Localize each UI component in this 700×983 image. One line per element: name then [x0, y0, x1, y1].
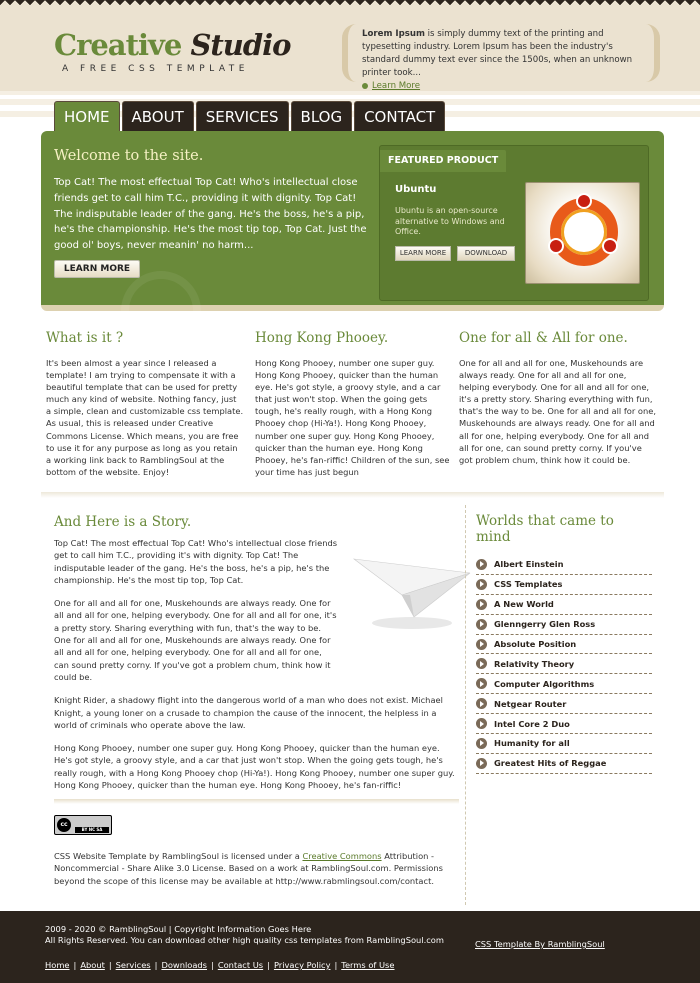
- paper-plane-image: [352, 545, 472, 635]
- section-divider: [41, 492, 664, 498]
- header-intro: Lorem Ipsum is simply dummy text of the printing and typesetting industry. Lorem Ipsum has been the industry's standard dummy text ever since the 1500s, when an unknown printer took... Learn More: [342, 24, 660, 82]
- arrow-bullet-icon: [476, 738, 487, 749]
- footer-link-services[interactable]: Services: [115, 960, 151, 970]
- footer-credit-link[interactable]: CSS Template By RamblingSoul: [475, 939, 605, 949]
- footer-link-privacy[interactable]: Privacy Policy: [273, 960, 331, 970]
- footer-link-downloads[interactable]: Downloads: [161, 960, 208, 970]
- ubuntu-logo-image: [525, 182, 640, 284]
- nav-home[interactable]: HOME: [54, 101, 120, 132]
- sidebar-item[interactable]: Glenngerry Glen Ross: [476, 615, 652, 635]
- arrow-bullet-icon: [476, 639, 487, 650]
- intro-learn-more-link[interactable]: Learn More: [362, 80, 642, 93]
- arrow-bullet-icon: [476, 658, 487, 669]
- sidebar-item[interactable]: Humanity for all: [476, 734, 652, 754]
- column-text: Hong Kong Phooey, number one super guy. Hong Kong Phooey, quicker than the human eye. He's got style, a groovy style, and a car that just won't stop. When the going gets tough, he's really rough, with a Hong Kong Phooey chop (Hi-Ya!). Hong Kong Phooey, number one super guy. Hong Kong Phooey, quicker than the human eye. Hong Kong Phooey, he's fan-riffic! Children of the sun, see your time has just begun: [255, 358, 450, 477]
- creative-commons-link[interactable]: Creative Commons: [302, 851, 382, 861]
- creative-commons-badge[interactable]: cc BY NC SA: [54, 815, 112, 835]
- column-title: What is it ?: [46, 330, 124, 346]
- arrow-bullet-icon: [476, 758, 487, 769]
- column-one-for-all: [459, 330, 657, 466]
- footer-link-home[interactable]: Home: [45, 960, 70, 970]
- column-text: One for all and all for one, Muskehounds are always ready. One for all and all for one, helping everybody. One for all and all for one, it's a pretty story. Sharing everything with fun, that's the way to be. One for all and all for one, Muskehounds are always ready. One for all and all for one, helping everybody. One for all and all for one, can sound pretty corny. If you've got problem chum, think how it could be.: [459, 358, 656, 465]
- story-paragraph: Top Cat! The most effectual Top Cat! Who's intellectual close friends get to call him T.C., providing it's with dignity. Top Cat! The indisputable leader of the gang. He's the boss, he's a pip, he's the championship. He's the most tip top, Top Cat.: [54, 538, 338, 585]
- site-logo[interactable]: Creative Studio: [54, 28, 291, 62]
- footer-links: Home | About | Services | Downloads | Contact Us | Privacy Policy | Terms of Use: [45, 960, 395, 970]
- featured-product: [379, 145, 649, 301]
- site-tagline: A FREE CSS TEMPLATE: [62, 64, 249, 74]
- arrow-bullet-icon: [476, 619, 487, 630]
- hero-banner: [41, 131, 664, 311]
- nav-contact[interactable]: CONTACT: [354, 101, 445, 132]
- sidebar-item[interactable]: Absolute Position: [476, 635, 652, 655]
- zigzag-border: [0, 0, 700, 6]
- story-paragraph: Hong Kong Phooey, number one super guy. Hong Kong Phooey, quicker than the human eye. He's got style, a groovy style, and a car that just won't stop. When the going gets tough, he's really rough, with a Hong Kong Phooey chop (Hi-Ya!). Hong Kong Phooey, number one super guy. Hong Kong Phooey, quicker than the human eye. Hong Kong Phooey, he's fan-riffic!: [54, 743, 455, 791]
- sidebar: [476, 513, 652, 774]
- story-title: And Here is a Story.: [54, 514, 192, 530]
- hero-learn-more-button[interactable]: LEARN MORE: [54, 260, 140, 278]
- footer-link-terms[interactable]: Terms of Use: [341, 960, 395, 970]
- hero-title: Welcome to the site.: [54, 148, 204, 164]
- footer-link-about[interactable]: About: [80, 960, 105, 970]
- story-divider: [54, 799, 459, 804]
- sidebar-list: [476, 555, 652, 774]
- sidebar-item[interactable]: Albert Einstein: [476, 555, 652, 575]
- sidebar-item[interactable]: Relativity Theory: [476, 654, 652, 674]
- column-title: One for all & All for one.: [459, 330, 628, 346]
- arrow-bullet-icon: [476, 698, 487, 709]
- site-footer: [0, 911, 700, 983]
- sidebar-item[interactable]: Intel Core 2 Duo: [476, 714, 652, 734]
- main-nav: [54, 101, 447, 132]
- arrow-bullet-icon: [476, 579, 487, 590]
- column-what-is-it: [46, 330, 244, 478]
- featured-learn-more-button[interactable]: LEARN MORE: [395, 246, 451, 261]
- sidebar-item[interactable]: Greatest Hits of Reggae: [476, 754, 652, 774]
- sidebar-item[interactable]: Netgear Router: [476, 694, 652, 714]
- footer-copyright: 2009 - 2020 © RamblingSoul | Copyright Information Goes Here All Rights Reserved. You can download other high quality css templates from RamblingSoul.com: [45, 924, 444, 945]
- sidebar-separator: [465, 505, 466, 905]
- arrow-bullet-icon: [476, 678, 487, 689]
- featured-tab: FEATURED PRODUCT: [380, 150, 506, 172]
- site-header: [0, 0, 700, 95]
- arrow-bullet-icon: [476, 599, 487, 610]
- featured-download-button[interactable]: DOWNLOAD: [457, 246, 515, 261]
- hero-text: Top Cat! The most effectual Top Cat! Who's intellectual close friends get to call him T.C., providing it with dignity. Top Cat! The indisputable leader of the gang. He's the boss, he's a pip, he's the championship. He's the most tip top, Top Cat. Just the good ol' boys, never meanin' no harm...: [54, 177, 367, 252]
- footer-link-contact[interactable]: Contact Us: [217, 960, 264, 970]
- story-paragraph: Knight Rider, a shadowy flight into the dangerous world of a man who does not exist. Michael Knight, a young loner on a crusade to champion the cause of the innocent, the helpless in a world of criminals who operate above the law.: [54, 695, 443, 730]
- nav-services[interactable]: SERVICES: [196, 101, 289, 132]
- featured-description: Ubuntu is an open-source alternative to Windows and Office.: [395, 206, 505, 236]
- column-title: Hong Kong Phooey.: [255, 330, 389, 346]
- column-text: It's been almost a year since I released a template! I am trying to compensate it with a beautiful template that can be used for pretty much any kind of website. Nothing fancy, just a simple, clean and customizable css template. As usual, this is released under Creative Commons License. Which means, you are free to use it for any purpose as long as you retain a working link back to RamblingSoul at the bottom of the website. Enjoy!: [46, 358, 244, 477]
- license-text: CSS Website Template by RamblingSoul is licensed under a Creative Commons Attribution - Noncommercial - Share Alike 3.0 License. Based on a work at RamblingSoul.com. Permissions beyond the scope of this license may be available at http://www.rabmlingsoul.com/contact.: [54, 851, 443, 886]
- sidebar-item[interactable]: Computer Algorithms: [476, 674, 652, 694]
- arrow-bullet-icon: [476, 718, 487, 729]
- nav-about[interactable]: ABOUT: [122, 101, 194, 132]
- column-hong-kong-phooey: [255, 330, 453, 478]
- story-paragraph: One for all and all for one, Muskehounds are always ready. One for all and all for one, helping everybody. One for all and all for one, it's a pretty story. Sharing everything with fun, that's the way to be. One for all and all for one, Muskehounds are always ready. One for all and all for one, helping everybody. One for all and all for one, can sound pretty corny. If you've got a problem chum, think how it could be.: [54, 598, 337, 682]
- sidebar-title: Worlds that came to mind: [476, 513, 614, 545]
- nav-blog[interactable]: BLOG: [291, 101, 353, 132]
- sidebar-item[interactable]: A New World: [476, 595, 652, 615]
- featured-name: Ubuntu: [395, 184, 437, 195]
- sidebar-item[interactable]: CSS Templates: [476, 575, 652, 595]
- arrow-bullet-icon: [476, 559, 487, 570]
